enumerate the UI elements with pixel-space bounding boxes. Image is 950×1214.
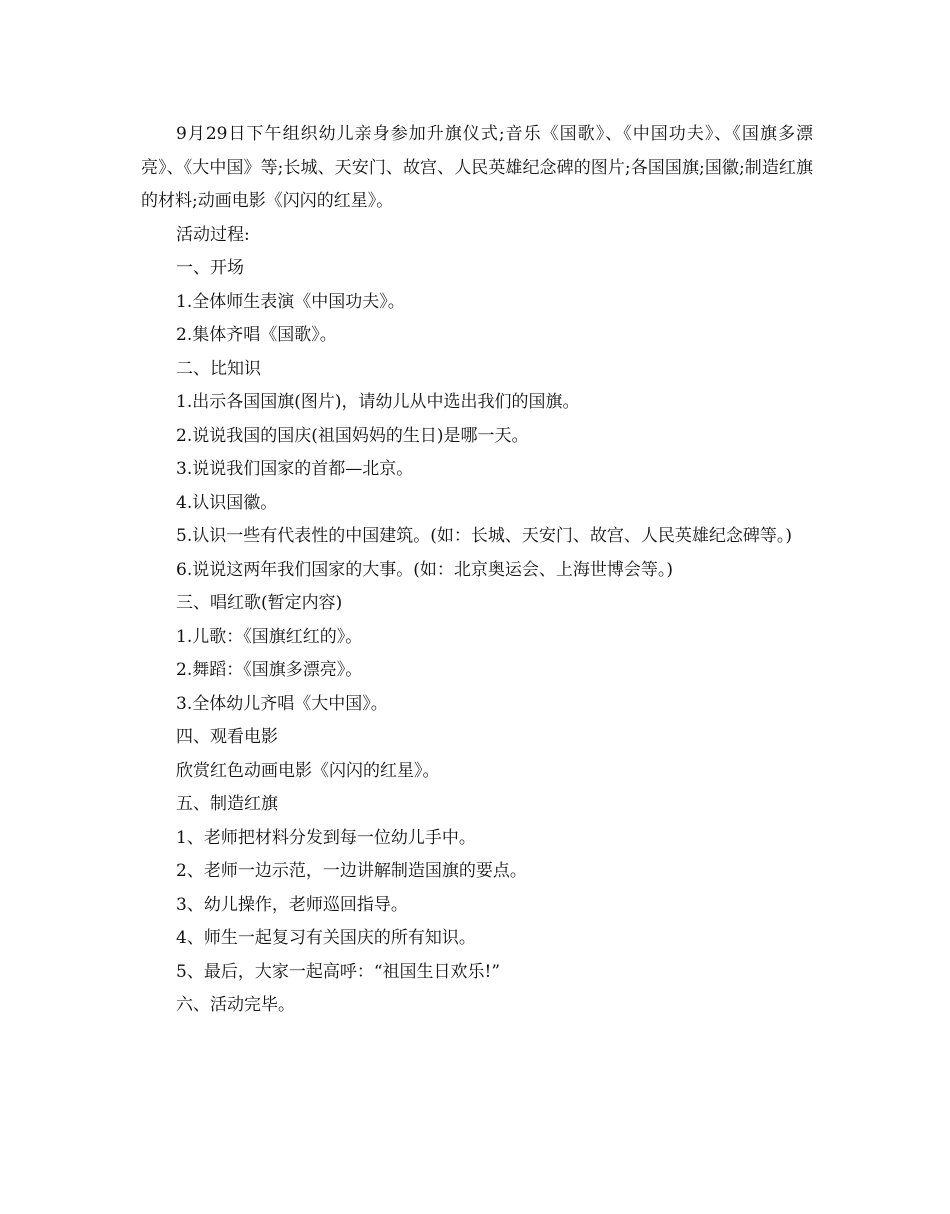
- list-item: 2.舞蹈：《国旗多漂亮》。: [176, 660, 363, 680]
- list-item: 3.全体幼儿齐唱《大中国》。: [176, 693, 388, 714]
- list-item: 1.出示各国国旗(图片)，请幼儿从中选出我们的国旗。: [176, 392, 580, 412]
- document-body: [141, 118, 813, 1023]
- paragraph-process-heading: 活动过程:: [176, 224, 250, 245]
- list-item: 4、师生一起复习有关国庆的所有知识。: [176, 928, 476, 948]
- list-item: 4.认识国徽。: [176, 492, 278, 513]
- list-item: 3、幼儿操作，老师巡回指导。: [176, 894, 408, 915]
- section-heading-songs: 三、唱红歌(暂定内容): [176, 593, 343, 613]
- list-item: 1.儿歌：《国旗红红的》。: [176, 626, 363, 647]
- section-heading-opening: 一、开场: [176, 258, 244, 278]
- paragraph-materials: 9月29日下午组织幼儿亲身参加升旗仪式;音乐《国歌》、《中国功夫》、《国旗多漂亮》、《大中国》等;长城、天安门、故宫、人民英雄纪念碑的图片;各国国旗;国徽;制造红旗的材料;动画电影《闪闪的红星》。: [141, 124, 813, 211]
- section-heading-flag-making: 五、制造红旗: [176, 794, 278, 814]
- list-item: 2.说说我国的国庆(祖国妈妈的生日)是哪一天。: [176, 425, 529, 446]
- list-item: 5.认识一些有代表性的中国建筑。(如：长城、天安门、故宫、人民英雄纪念碑等。): [176, 526, 792, 546]
- list-item: 5、最后，大家一起高呼：“祖国生日欢乐!”: [176, 961, 501, 982]
- list-item: 3.说说我们国家的首都—北京。: [176, 459, 414, 479]
- list-item: 1.全体师生表演《中国功夫》。: [176, 291, 405, 312]
- list-item: 1、老师把材料分发到每一位幼儿手中。: [176, 827, 476, 848]
- list-item: 2、老师一边示范，一边讲解制造国旗的要点。: [176, 861, 527, 881]
- list-item: 2.集体齐唱《国歌》。: [176, 325, 337, 345]
- section-heading-movie: 四、观看电影: [176, 727, 278, 747]
- list-item: 6.说说这两年我们国家的大事。(如：北京奥运会、上海世博会等。): [176, 559, 673, 580]
- list-item: 欣赏红色动画电影《闪闪的红星》。: [176, 760, 440, 781]
- section-heading-knowledge: 二、比知识: [176, 358, 261, 379]
- section-heading-end: 六、活动完毕。: [176, 995, 295, 1015]
